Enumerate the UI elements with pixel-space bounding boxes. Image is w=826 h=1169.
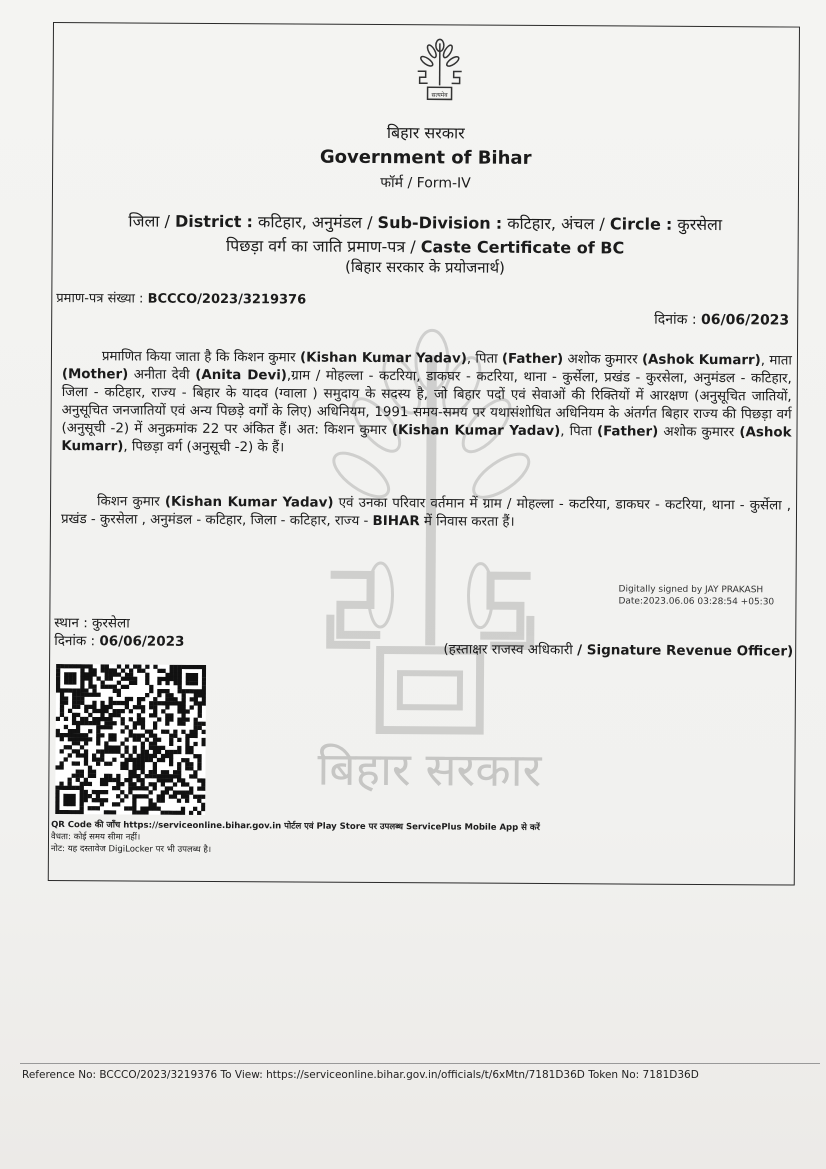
issue-date-value: 06/06/2023	[700, 311, 790, 329]
issue-date-label: दिनांक :	[654, 311, 697, 328]
issue-date	[654, 310, 789, 330]
officer-caption-hi: (हस्ताक्षर राजस्व अधिकारी	[443, 641, 573, 659]
form-label-english: Form-IV	[416, 175, 471, 192]
jurisdiction-line: जिला / District : कटिहार, अनुमंडल / Sub-Division : कटिहार, अंचल / Circle : कुरसेला	[128, 211, 723, 235]
body-text: , पिता	[466, 351, 502, 367]
body-text: , पिता	[560, 424, 598, 440]
mother-name-en: (Anita Devi)	[195, 367, 287, 384]
body-text: अशोक कुमारर	[658, 424, 740, 441]
place-and-date	[54, 614, 184, 651]
state-name: BIHAR	[372, 513, 420, 530]
form-separator: /	[403, 175, 417, 192]
father-label: (Father)	[501, 351, 564, 368]
certificate-number	[56, 288, 306, 308]
body-text: में निवास करता हैं।	[419, 514, 515, 530]
sign-date-line	[54, 632, 184, 651]
district-label-en: District	[174, 211, 242, 232]
sign-date-value: 06/06/2023	[99, 633, 185, 650]
applicant-name-en: (Kishan Kumar Yadav)	[299, 350, 467, 367]
certification-paragraph	[61, 348, 792, 460]
qr-note: QR Code की जाँच https://serviceonline.bihar.gov.in पोर्टल एवं Play Store पर उपलब्ध ServicePlus Mobile App से करें	[51, 820, 540, 833]
certificate-frame	[48, 22, 800, 886]
digital-signature-name: Digitally signed by JAY PRAKASH	[618, 584, 764, 596]
body-text: , पिछड़ा वर्ग (अनुसूची -2) के हैं।	[123, 439, 285, 456]
applicant-name-en: (Kishan Kumar Yadav)	[164, 494, 334, 511]
certificate-purpose: (बिहार सरकार के प्रयोजनार्थ)	[345, 257, 505, 277]
reference-footer: Reference No: BCCCO/2023/3219376 To View: https://serviceonline.bihar.gov.in/officials/t/6xMtn/7181D36D Token No: 7181D36D	[22, 1069, 699, 1081]
body-text: किशन कुमार	[97, 494, 165, 510]
form-label-hindi: फॉर्म	[380, 175, 404, 192]
circle-value: कुरसेला	[677, 214, 723, 235]
district-value: कटिहार	[258, 212, 302, 232]
circle-label-en: Circle	[609, 214, 661, 234]
place-value: कुरसेला	[92, 615, 130, 632]
subdivision-label-hi: अनुमंडल	[311, 212, 363, 232]
circle-label-hi: अंचल	[561, 214, 595, 234]
digilocker-note: नोट: यह दस्तावेज DigiLocker पर भी उपलब्ध है।	[50, 844, 212, 855]
body-text: अनीता देवी	[128, 367, 196, 383]
form-title	[53, 171, 798, 195]
cert-type-hindi: पिछड़ा वर्ग का जाति प्रमाण-पत्र	[225, 236, 406, 257]
officer-signature-caption	[443, 639, 793, 659]
body-text: अशोक कुमारर	[563, 352, 643, 368]
emblem-text: सत्यमेव	[431, 91, 448, 99]
cert-number-value: BCCCO/2023/3219376	[147, 291, 307, 308]
mother-label: (Mother)	[61, 367, 129, 383]
place-label: स्थान :	[54, 615, 88, 632]
officer-caption-en: / Signature Revenue Officer)	[577, 642, 794, 660]
body-text: प्रमाणित किया जाता है कि किशन कुमार	[101, 349, 301, 366]
footer-rule	[20, 1063, 820, 1064]
place-line	[54, 614, 184, 633]
govt-name-english: Government of Bihar	[319, 146, 532, 169]
digital-signature	[618, 583, 774, 608]
body-text: , माता	[760, 353, 792, 369]
cert-type-english: Caste Certificate of BC	[420, 237, 625, 258]
digital-signature-date: Date:2023.06.06 03:28:54 +05:30	[618, 596, 775, 608]
verification-notes	[51, 819, 540, 858]
sign-date-label: दिनांक :	[54, 633, 96, 650]
govt-name-hindi: बिहार सरकार	[386, 123, 465, 143]
father-name-en: (Ashok Kumarr)	[641, 352, 761, 369]
bihar-emblem-icon	[412, 37, 468, 103]
district-label-hi: जिला	[128, 211, 160, 231]
father-label: (Father)	[596, 424, 659, 440]
applicant-name-en: (Kishan Kumar Yadav)	[391, 423, 561, 440]
residence-paragraph	[61, 493, 791, 533]
cert-number-label: प्रमाण-पत्र संख्या :	[56, 291, 144, 307]
watermark-text: बिहार सरकार	[317, 741, 542, 797]
subdivision-label-en: Sub-Division	[377, 212, 491, 233]
body-text: ,ग्राम / मोहल्ला - कटरिया, डाकघर - कटरिया, थाना - कुर्सेला, प्रखंड - कुरसेला, अनुमंडल - कटिहार, जिला - कटिहार, राज्य - बिहार के यादव (ग्वाला ) समुदाय के सदस्य है, जो बिहार पदों एवं सेवाओं की रिक्तियों में आरक्षण (अनुसूचित जातियों, अनुसूचित जनजातियों एवं अन्य पिछड़े वर्गों के लिए) अधिनियम, 1991 समय-समय पर यथासंशोधित अधिनियम के अंतर्गत बिहार राज्य की पिछड़ा वर्ग (अनुसूची -2) में अनुक्रमांक 22 पर अंकित हैं। अत: किशन कुमार	[61, 368, 792, 439]
validity-note: वैधता: कोई समय सीमा नहीं।	[50, 832, 141, 843]
qr-code[interactable]	[55, 664, 206, 815]
subdivision-value: कटिहार	[507, 213, 552, 234]
father-name-en: (Ashok Kumarr)	[61, 425, 792, 455]
body-text: एवं उनका परिवार वर्तमान में ग्राम / मोहल्ला - कटरिया, डाकघर - कटरिया, थाना - कुर्सेला , प्रखंड - कुरसेला , अनुमंडल - कटिहार, जिला - कटिहार, राज्य -	[60, 495, 792, 529]
certificate-type: पिछड़ा वर्ग का जाति प्रमाण-पत्र / Caste Certificate of BC	[225, 236, 625, 258]
